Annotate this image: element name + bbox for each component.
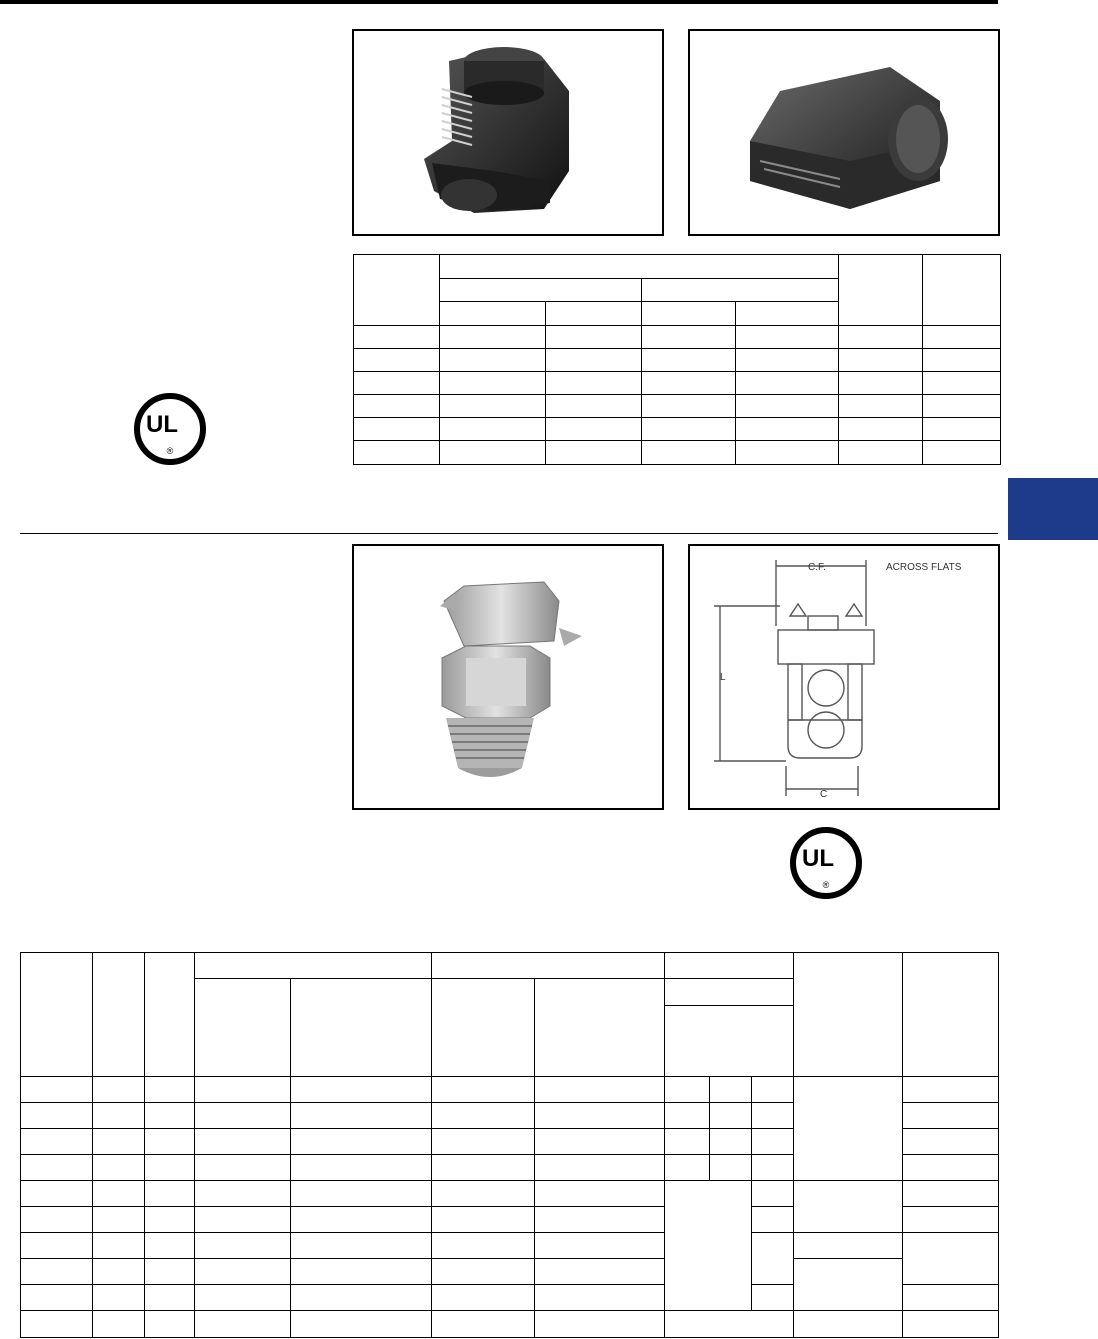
diagram-label-across-flats: ACROSS FLATS [886, 562, 962, 573]
table-header-cell [145, 953, 195, 1077]
table-row [21, 1181, 999, 1207]
table-header-cell [642, 302, 736, 326]
table-header-cell [535, 979, 665, 1077]
connector-photo-icon [354, 31, 662, 234]
table-header-cell [195, 979, 291, 1077]
table-row [354, 441, 1001, 465]
ul-logo-icon [133, 392, 207, 466]
table-header-cell [440, 255, 839, 279]
table-row [354, 326, 1001, 349]
table-header-cell [440, 279, 642, 302]
ul-logo-icon [789, 826, 863, 900]
table-header-cell [903, 953, 999, 1077]
table-row [354, 395, 1001, 418]
table-header-cell [354, 255, 440, 326]
table-row [21, 1233, 999, 1259]
table-row [21, 1259, 999, 1285]
table-header-cell [432, 979, 535, 1077]
table-header-cell [839, 255, 923, 326]
diagram-label-l: L [720, 672, 726, 683]
table-row [354, 418, 1001, 441]
table-row [21, 1077, 999, 1103]
table-header-cell [195, 953, 432, 979]
connector-photo-icon [690, 31, 998, 234]
table-header-cell [432, 953, 665, 979]
table-header-cell [440, 302, 546, 326]
table-header-cell [93, 953, 145, 1077]
table-header-cell [642, 279, 839, 302]
table-header-cell [665, 979, 794, 1006]
table-header-cell [665, 1006, 794, 1077]
dimension-diagram-icon [690, 546, 998, 808]
table-header-cell [665, 953, 794, 979]
table-row [21, 1311, 999, 1338]
section-divider [20, 533, 998, 534]
diagram-label-cf: C.F. [808, 562, 826, 573]
photo-split-bolt [352, 544, 664, 810]
ul-letter-u: UL [802, 845, 834, 872]
ul-registered-mark: ® [166, 446, 174, 456]
photo-ipc-open [352, 29, 664, 236]
photo-ipc-closed [688, 29, 1000, 236]
ul-registered-mark: ® [822, 880, 830, 890]
table-header-cell [21, 953, 93, 1077]
diagram-label-c: C [820, 789, 828, 800]
spec-table-bottom [20, 952, 999, 1338]
table-row [354, 372, 1001, 395]
table-header-cell [291, 979, 432, 1077]
spec-table-top [353, 254, 1001, 465]
ul-letter-u: UL [146, 411, 178, 438]
table-header-cell [794, 953, 903, 1077]
section-tab [1008, 478, 1098, 540]
table-row [354, 349, 1001, 372]
table-header-cell [736, 302, 839, 326]
dimension-diagram [688, 544, 1000, 810]
table-header-cell [923, 255, 1001, 326]
table-header-cell [546, 302, 642, 326]
connector-photo-icon [354, 546, 662, 808]
top-rule [0, 0, 998, 4]
